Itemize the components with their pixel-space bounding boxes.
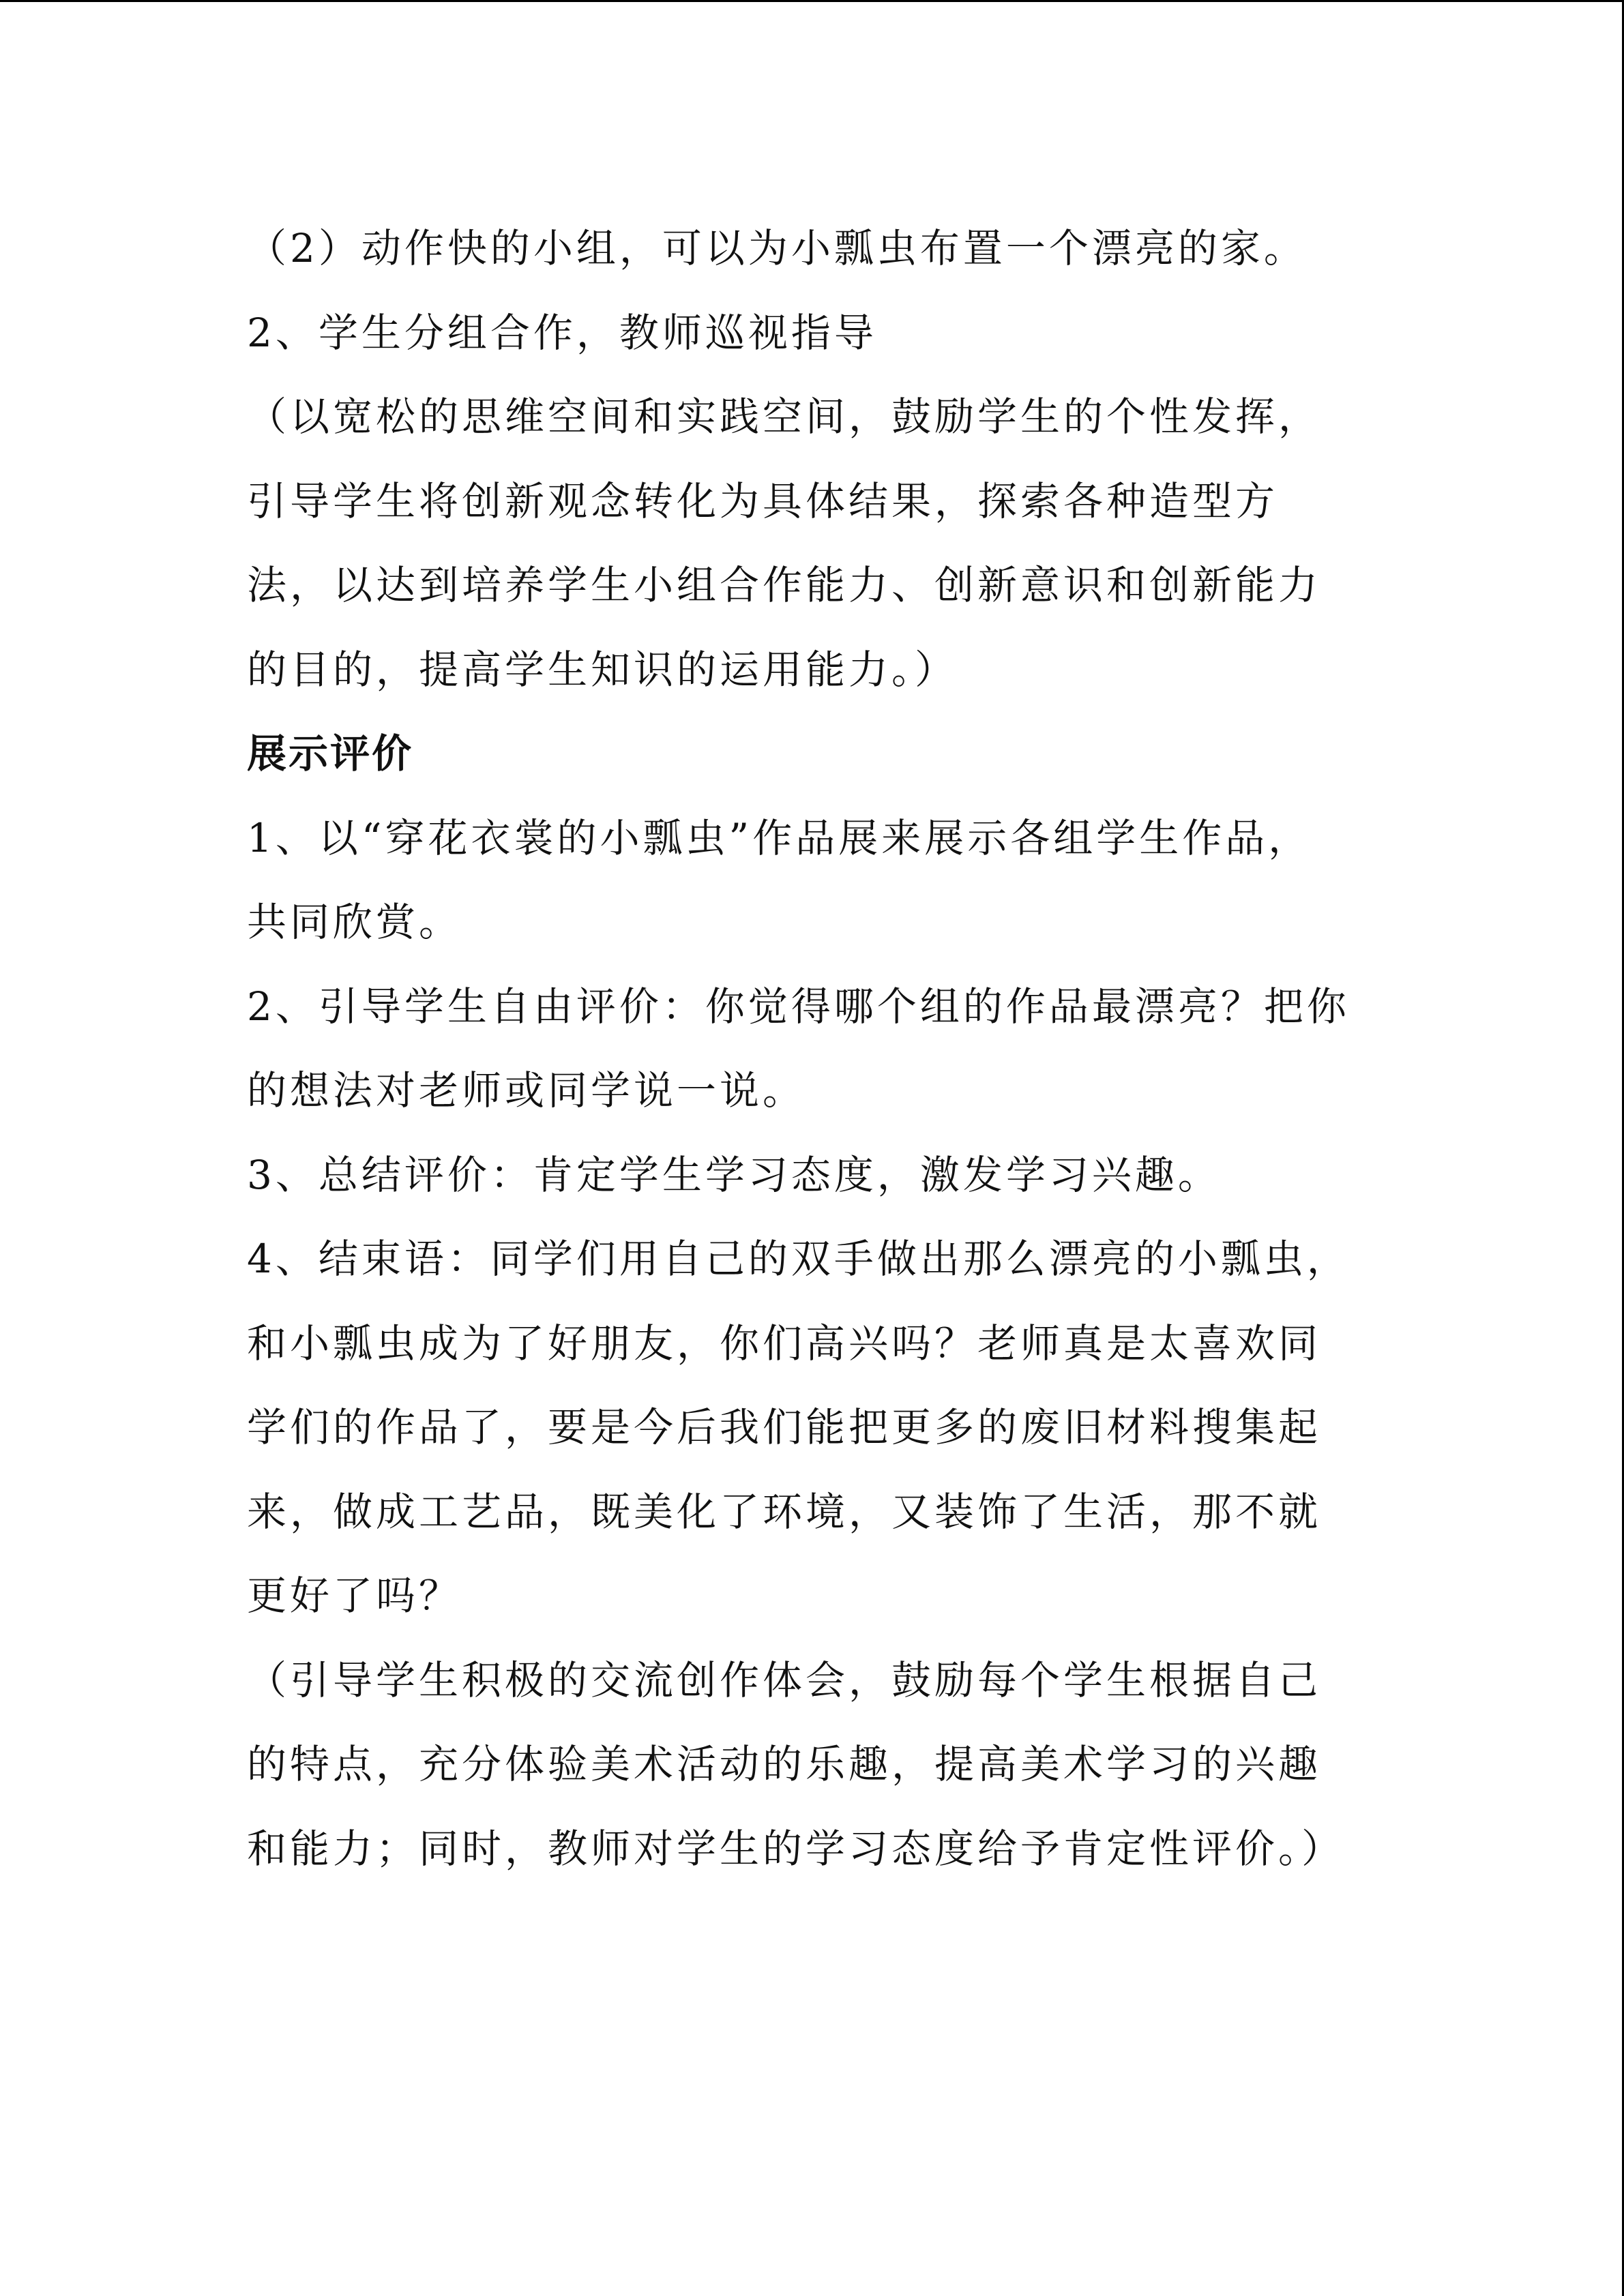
text-line: （以宽松的思维空间和实践空间，鼓励学生的个性发挥， — [247, 393, 1322, 440]
text-line: 引导学生将创新观念转化为具体结果，探索各种造型方 — [247, 477, 1279, 524]
text-line: 和小瓢虫成为了好朋友，你们高兴吗？老师真是太喜欢同 — [247, 1320, 1322, 1367]
text-line: 的目的，提高学生知识的运用能力。） — [247, 646, 958, 693]
text-line: 和能力；同时，教师对学生的学习态度给予肯定性评价。） — [247, 1825, 1345, 1872]
text-line: 的特点，充分体验美术活动的乐趣，提高美术学习的兴趣 — [247, 1741, 1322, 1787]
text-line: 2、引导学生自由评价：你觉得哪个组的作品最漂亮？把你 — [247, 983, 1350, 1030]
section-heading: 展示评价 — [247, 730, 414, 777]
text-line: 来，做成工艺品，既美化了环境，又装饰了生活，那不就 — [247, 1488, 1322, 1535]
text-line: 3、总结评价：肯定学生学习态度，激发学习兴趣。 — [247, 1151, 1221, 1198]
text-line: 法，以达到培养学生小组合作能力、创新意识和创新能力 — [247, 562, 1322, 608]
document-body — [247, 207, 1379, 1891]
text-line: 1、以“穿花衣裳的小瓢虫”作品展来展示各组学生作品， — [247, 814, 1312, 861]
text-line: 4、结束语：同学们用自己的双手做出那么漂亮的小瓢虫， — [247, 1236, 1350, 1282]
text-line: （引导学生积极的交流创作体会，鼓励每个学生根据自己 — [247, 1656, 1322, 1703]
text-line: 学们的作品了，要是今后我们能把更多的废旧材料搜集起 — [247, 1404, 1322, 1450]
text-line: （2）动作快的小组，可以为小瓢虫布置一个漂亮的家。 — [247, 225, 1307, 271]
text-line: 的想法对老师或同学说一说。 — [247, 1067, 806, 1114]
text-line: 2、学生分组合作，教师巡视指导 — [247, 309, 877, 356]
text-line: 更好了吗？ — [247, 1572, 462, 1619]
text-line: 共同欣赏。 — [247, 899, 462, 945]
